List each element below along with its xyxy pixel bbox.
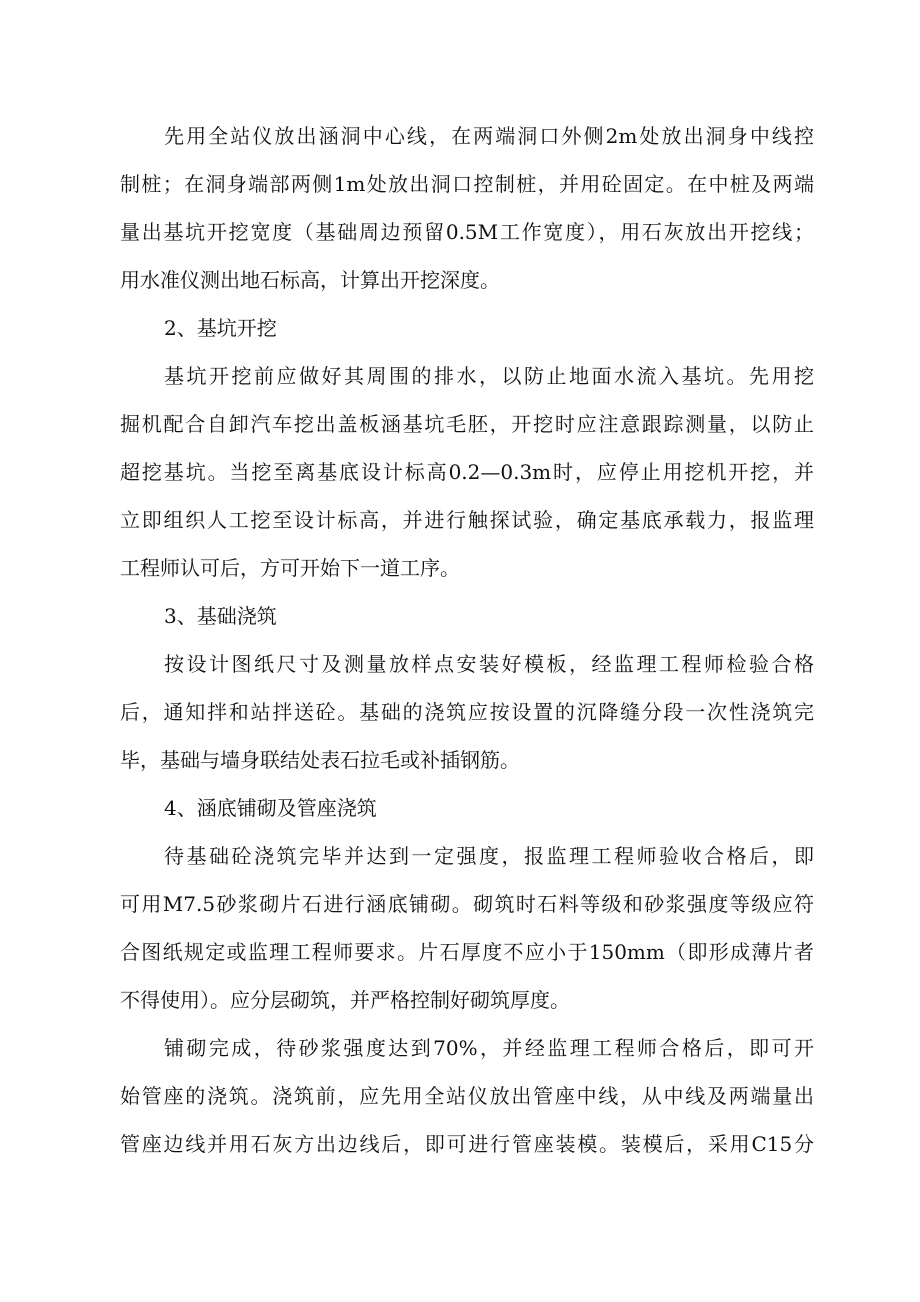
- section-heading: 4、涵底铺砌及管座浇筑: [164, 796, 377, 820]
- section-heading: 3、基础浇筑: [164, 604, 277, 628]
- body-text-line: 可用M7.5砂浆砌片石进行涵底铺砌。砌筑时石料等级和砂浆强度等级应符: [120, 892, 814, 916]
- body-text-line: 用水准仪测出地石标高，计算出开挖深度。: [120, 268, 500, 292]
- body-text-line: 按设计图纸尺寸及测量放样点安装好模板，经监理工程师检验合格: [164, 652, 814, 676]
- body-text-line: 制桩；在洞身端部两侧1m处放出洞口控制桩，并用砼固定。在中桩及两端: [120, 172, 814, 196]
- section-heading: 2、基坑开挖: [164, 316, 277, 340]
- body-text-line: 掘机配合自卸汽车挖出盖板涵基坑毛胚，开挖时应注意跟踪测量，以防止: [120, 412, 814, 436]
- body-text-line: 基坑开挖前应做好其周围的排水，以防止地面水流入基坑。先用挖: [164, 364, 814, 388]
- body-text-line: 待基础砼浇筑完毕并达到一定强度，报监理工程师验收合格后，即: [164, 844, 814, 868]
- body-text-line: 立即组织人工挖至设计标高，并进行触探试验，确定基底承载力，报监理: [120, 508, 814, 532]
- body-text-line: 始管座的浇筑。浇筑前，应先用全站仪放出管座中线，从中线及两端量出: [120, 1084, 814, 1108]
- body-text-line: 超挖基坑。当挖至离基底设计标高0.2—0.3m时，应停止用挖机开挖，并: [120, 460, 814, 484]
- body-text-line: 铺砌完成，待砂浆强度达到70%，并经监理工程师合格后，即可开: [164, 1036, 814, 1060]
- body-text-line: 不得使用）。应分层砌筑，并严格控制好砌筑厚度。: [120, 988, 570, 1012]
- body-text-line: 量出基坑开挖宽度（基础周边预留0.5M工作宽度），用石灰放出开挖线；: [120, 220, 814, 244]
- body-text-line: 工程师认可后，方可开始下一道工序。: [120, 556, 460, 580]
- body-text-line: 先用全站仪放出涵洞中心线，在两端洞口外侧2m处放出洞身中线控: [164, 124, 814, 148]
- body-text-line: 合图纸规定或监理工程师要求。片石厚度不应小于150mm（即形成薄片者: [120, 940, 814, 964]
- body-text-line: 毕，基础与墙身联结处表石拉毛或补插钢筋。: [120, 748, 520, 772]
- body-text-line: 后，通知拌和站拌送砼。基础的浇筑应按设置的沉降缝分段一次性浇筑完: [120, 700, 814, 724]
- body-text-line: 管座边线并用石灰方出边线后，即可进行管座装模。装模后，采用C15分: [120, 1132, 814, 1156]
